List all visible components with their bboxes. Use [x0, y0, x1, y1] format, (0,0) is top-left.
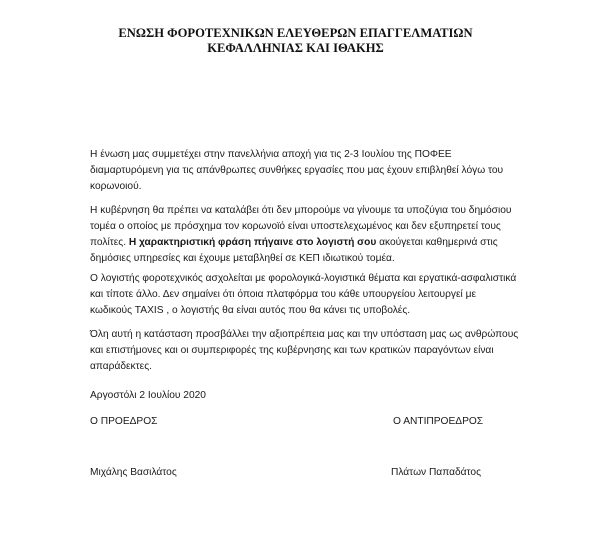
paragraph-2-bold-phrase: Η χαρακτηριστική φράση πήγαινε στο λογιστή σου — [128, 237, 377, 248]
vice-president-title: Ο ΑΝΤΙΠΡΟΕΔΡΟΣ — [393, 416, 484, 427]
title-line-2: ΚΕΦΑΛΛΗΝΙΑΣ ΚΑΙ ΙΘΑΚΗΣ — [207, 41, 384, 55]
place-and-date: Αργοστόλι 2 Ιουλίου 2020 — [90, 390, 206, 401]
document-title — [0, 26, 591, 56]
president-title: Ο ΠΡΟΕΔΡΟΣ — [90, 416, 158, 427]
paragraph-strike-participation: Η ένωση μας συμμετέχει στην πανελλήνια αποχή για τις 2-3 Ιουλίου της ΠΟΦΕΕ διαμαρτυρόμενη για τις απάνθρωπες συνθήκες εργασίες που μας έχουν επιβληθεί λόγω του κορωνοιού. — [90, 149, 504, 192]
vice-president-name: Πλάτων Παπαδάτος — [391, 467, 481, 478]
paragraph-dignity: Όλη αυτή η κατάσταση προσβάλλει την αξιοπρέπεια μας και την υπόσταση μας ως ανθρώπους και επιστήμονες και οι συμπεριφορές της κυβέρνησης και των κρατικών παραγόντων είναι απαράδεκτες. — [90, 329, 519, 372]
paragraph-2-text-end: ακούγεται καθημερινά στις δημόσιες υπηρεσίες και έχουμε μεταβληθεί σε ΚΕΠ ιδιωτικού τομέα. — [90, 237, 498, 264]
president-name: Μιχάλης Βασιλάτος — [90, 467, 177, 478]
paragraph-government-demand — [90, 203, 520, 267]
paragraph-2-text-start: Η κυβέρνηση θα πρέπει να καταλάβει ότι δεν μπορούμε να γίνουμε τα υποζύγια του δημόσιου τομέα ο οποίος με πρόσχημα τον κορωνοϊό είναι υποστελεχωμένος και δεν εξυπηρετεί τους πολίτες. — [90, 205, 512, 248]
title-line-1: ΕΝΩΣΗ ΦΟΡΟΤΕΧΝΙΚΩΝ ΕΛΕΥΘΕΡΩΝ ΕΠΑΓΓΕΛΜΑΤΙΩΝ — [118, 26, 473, 40]
paragraph-accountant-role: Ο λογιστής φοροτεχνικός ασχολείται με φορολογικά-λογιστικά θέματα και εργατικά-ασφαλιστικά και τίποτε άλλο. Δεν σημαίνει ότι όποια πλατφόρμα του κάθε υπουργείου λειτουργεί με κωδικούς TAXIS , ο λογιστής θα είναι αυτός που θα κάνει τις υποβολές. — [90, 273, 517, 316]
